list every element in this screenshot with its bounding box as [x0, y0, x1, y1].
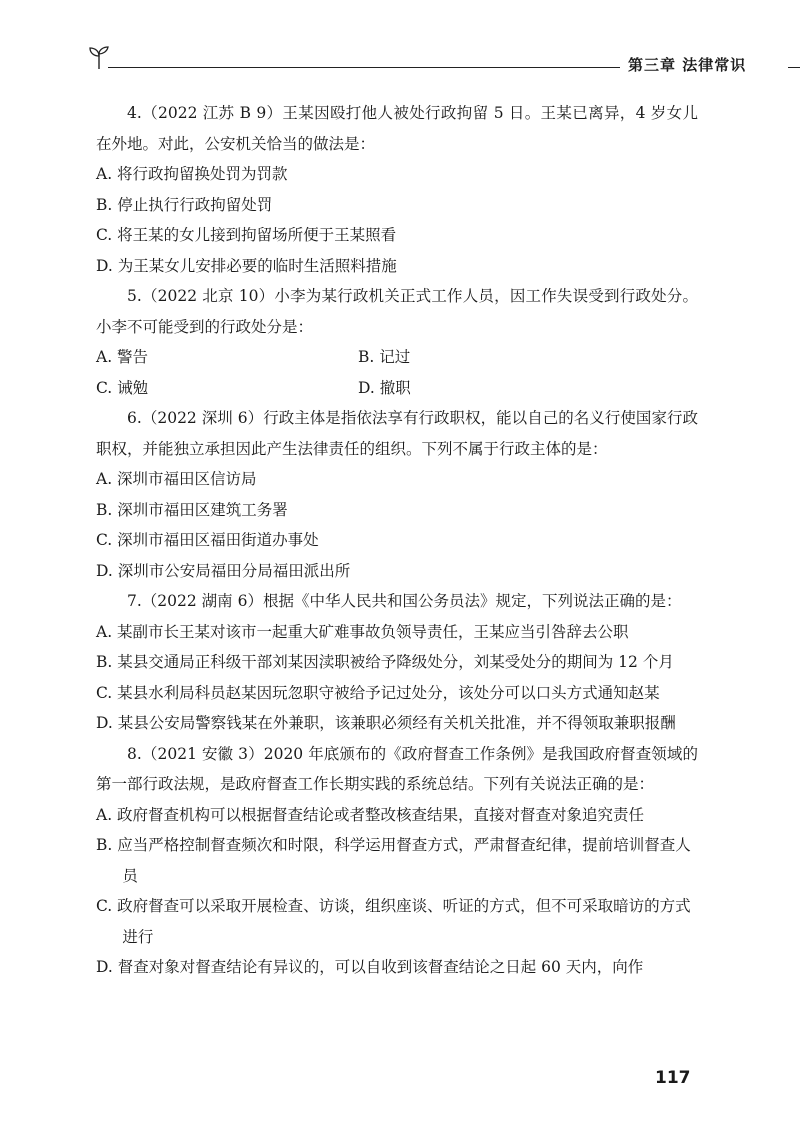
question-7: [96, 586, 698, 739]
question-stem: 6.（2022 深圳 6）行政主体是指依法享有行政职权，能以自己的名义行使国家行政职权，并能独立承担因此产生法律责任的组织。下列不属于行政主体的是：: [96, 409, 698, 458]
option-c: C. 将王某的女儿接到拘留场所便于王某照看: [96, 226, 397, 244]
header-rule-left: [108, 67, 620, 68]
question-stem: 7.（2022 湖南 6）根据《中华人民共和国公务员法》规定，下列说法正确的是：: [127, 592, 682, 610]
option-d: D. 深圳市公安局福田分局福田派出所: [96, 561, 351, 580]
question-8: [96, 739, 698, 983]
sprout-icon: [88, 44, 110, 70]
option-b: B. 某县交通局正科级干部刘某因渎职被给予降级处分，刘某受处分的期间为 12 个月: [96, 653, 674, 671]
option-b: B. 记过: [358, 348, 411, 366]
question-6: [96, 403, 698, 586]
option-a: A. 将行政拘留换处罚为罚款: [96, 165, 288, 183]
option-c: C. 诫勉: [96, 378, 149, 397]
option-row: [96, 373, 698, 404]
option-b: B. 停止执行行政拘留处罚: [96, 195, 273, 214]
option-c: C. 政府督查可以采取开展检查、访谈，组织座谈、听证的方式，但不可采取暗访的方式进行: [96, 897, 691, 946]
option-a: A. 警告: [96, 348, 149, 366]
page-number: 117: [655, 1068, 691, 1088]
question-stem: 8.（2021 安徽 3）2020 年底颁布的《政府督查工作条例》是我国政府督查领域的第一部行政法规，是政府督查工作长期实践的系统总结。下列有关说法正确的是：: [96, 744, 698, 793]
option-a: A. 政府督查机构可以根据督查结论或者整改核查结果，直接对督查对象追究责任: [96, 805, 645, 824]
option-d: D. 督查对象对督查结论有异议的，可以自收到该督查结论之日起 60 天内，向作: [96, 958, 644, 976]
option-b: B. 深圳市福田区建筑工务署: [96, 500, 288, 519]
option-c: C. 某县水利局科员赵某因玩忽职守被给予记过处分，该处分可以口头方式通知赵某: [96, 683, 660, 702]
question-4: [96, 98, 698, 281]
option-d: D. 某县公安局警察钱某在外兼职，该兼职必须经有关机关批准，并不得领取兼职报酬: [96, 714, 676, 732]
option-b: B. 应当严格控制督查频次和时限，科学运用督查方式，严肃督查纪律，提前培训督查人员: [96, 836, 691, 885]
running-header: [88, 44, 747, 74]
page-body: [96, 98, 698, 983]
option-row: [96, 342, 698, 373]
question-stem: 5.（2022 北京 10）小李为某行政机关正式工作人员，因工作失误受到行政处分。小李不可能受到的行政处分是：: [96, 287, 698, 336]
option-c: C. 深圳市福田区福田街道办事处: [96, 531, 319, 549]
header-rule-right: [788, 67, 800, 68]
question-5: [96, 281, 698, 403]
question-stem: 4.（2022 江苏 B 9）王某因殴打他人被处行政拘留 5 日。王某已离异，4 岁女儿在外地。对此，公安机关恰当的做法是：: [96, 104, 698, 153]
option-d: D. 撤职: [358, 378, 411, 397]
option-a: A. 某副市长王某对该市一起重大矿难事故负领导责任，王某应当引咎辞去公职: [96, 622, 629, 641]
option-d: D. 为王某女儿安排必要的临时生活照料措施: [96, 256, 397, 275]
option-a: A. 深圳市福田区信访局: [96, 470, 257, 488]
chapter-title: 第三章 法律常识: [628, 56, 747, 74]
